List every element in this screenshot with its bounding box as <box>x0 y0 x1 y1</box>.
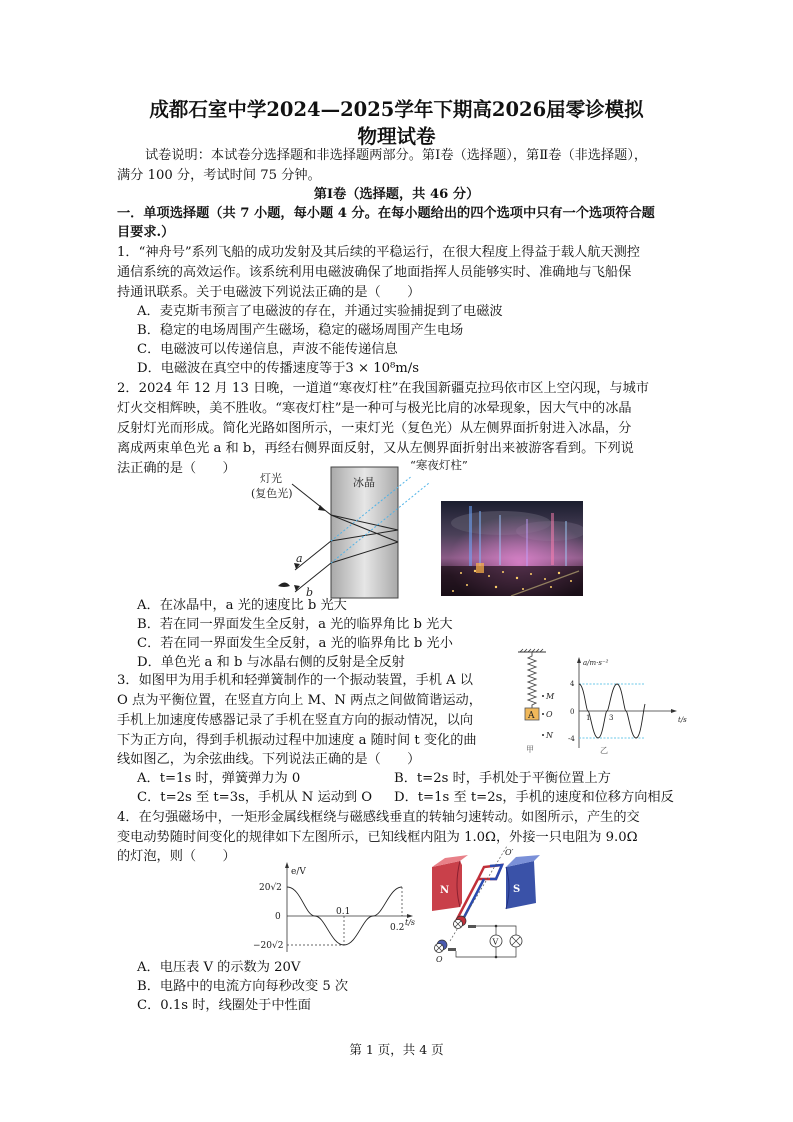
question-3-stem: 手机上加速度传感器记录了手机在竖直方向的振动情况，以向 <box>117 713 474 728</box>
emf-time-graph <box>245 860 420 955</box>
svg-text:t/s: t/s <box>678 716 687 724</box>
ice-crystal-light-path-diagram <box>240 455 440 600</box>
question-2-stem: 2．2024 年 12 月 13 日晚，一道道“寒夜灯柱”在我国新疆克拉玛依市区上空闪现，与城市 <box>117 381 649 396</box>
label-ice-crystal: 冰晶 <box>353 476 375 489</box>
question-3-stem: O 点为平衡位置，在竖直方向上 M、N 两点之间做简谐运动， <box>117 693 482 708</box>
svg-text:4: 4 <box>570 680 575 688</box>
svg-text:O: O <box>546 710 553 719</box>
label-light-composite: (复色光) <box>251 487 293 500</box>
svg-text:N: N <box>546 731 553 740</box>
question-1-option-b: B．稳定的电场周围产生磁场，稳定的磁场周围产生电场 <box>137 323 464 338</box>
svg-text:0: 0 <box>570 708 575 716</box>
svg-text:S: S <box>513 884 521 895</box>
question-1-stem: 1．“神舟号”系列飞船的成功发射及其后续的平稳运行，在很大程度上得益于载人航天测控 <box>117 245 640 260</box>
svg-text:-4: -4 <box>568 735 575 743</box>
question-3-stem: 下为正方向，得到手机振动过程中加速度 a 随时间 t 变化的曲 <box>117 733 477 748</box>
label-jia: 甲 <box>526 745 534 754</box>
svg-text:O: O <box>436 955 443 963</box>
question-4-stem: 4．在匀强磁场中，一矩形金属线框绕与磁感线垂直的转轴匀速转动。如图所示，产生的交 <box>117 810 640 825</box>
night-city-light-pillars-photo <box>441 501 583 596</box>
question-1-option-d: D．电磁波在真空中的传播速度等于3 × 10⁸m/s <box>137 361 419 376</box>
svg-text:0.2: 0.2 <box>390 923 405 933</box>
exam-subject: 物理试卷 <box>357 125 436 148</box>
question-4-stem: 的灯泡，则（ ） <box>117 849 236 864</box>
svg-text:0: 0 <box>275 912 281 922</box>
question-3-stem: 3．如图甲为用手机和轻弹簧制作的一个振动装置，手机 A 以 <box>117 673 473 688</box>
question-1-stem: 持通讯联系。关于电磁波下列说法正确的是（ ） <box>117 285 421 300</box>
question-1-stem: 通信系统的高效运作。该系统利用电磁波确保了地面指挥人员能够实时、准确地与飞船保 <box>117 265 632 280</box>
question-2-stem: 法正确的是（ ） <box>117 461 236 476</box>
question-3-option-a: A．t=1s 时，弹簧弹力为 0 <box>137 771 301 786</box>
question-1-option-c: C．电磁波可以传递信息，声波不能传递信息 <box>137 342 398 357</box>
svg-text:a/m·s⁻²: a/m·s⁻² <box>583 659 609 667</box>
svg-text:O′: O′ <box>505 848 514 857</box>
exam-title: 成都石室中学2024—2025学年下期高2026届零诊模拟 <box>149 98 644 121</box>
question-2-stem: 反射灯光而形成。简化光路如图所示，一束灯光（复色光）从左侧界面折射进入冰晶，分 <box>117 421 632 436</box>
question-2-option-c: C．若在同一界面发生全反射，a 光的临界角比 b 光小 <box>137 636 453 651</box>
question-2-option-b: B．若在同一界面发生全反射，a 光的临界角比 b 光大 <box>137 617 453 632</box>
question-3-option-d: D．t=1s 至 t=2s，手机的速度和位移方向相反 <box>394 790 674 805</box>
page-footer: 第 1 页，共 4 页 <box>349 1042 444 1057</box>
part-heading: 目要求.） <box>117 225 175 240</box>
question-4-option-a: A．电压表 V 的示数为 20V <box>137 960 301 975</box>
question-3-option-b: B．t=2s 时，手机处于平衡位置上方 <box>394 771 611 786</box>
voltmeter-label: V <box>492 937 499 947</box>
svg-text:20√2: 20√2 <box>259 883 282 893</box>
section-heading: 第Ⅰ卷（选择题，共 46 分） <box>313 187 480 202</box>
question-4-stem: 变电动势随时间变化的规律如下左图所示，已知线框内阻为 1.0Ω，外接一只电阻为 9.0Ω <box>117 830 638 845</box>
svg-text:t/s: t/s <box>405 918 416 927</box>
question-2-option-a: A．在冰晶中，a 光的速度比 b 光大 <box>137 598 347 613</box>
question-2-stem: 灯火交相辉映，美不胜收。“寒夜灯柱”是一种可与极光比肩的冰晕现象，因大气中的冰晶 <box>117 401 632 416</box>
label-light-pillar: “寒夜灯柱” <box>410 458 468 472</box>
svg-text:−20√2: −20√2 <box>253 941 284 951</box>
question-3-option-c: C．t=2s 至 t=3s，手机从 N 运动到 O <box>137 790 373 805</box>
spring-oscillator-and-acceleration-graph <box>512 648 707 758</box>
instructions-line: 满分 100 分，考试时间 75 分钟。 <box>117 168 321 183</box>
question-4-option-b: B．电路中的电流方向每秒改变 5 次 <box>137 979 349 994</box>
label-a: a <box>296 552 303 565</box>
question-1-option-a: A．麦克斯韦预言了电磁波的存在，并通过实验捕捉到了电磁波 <box>137 304 503 319</box>
question-2-option-d: D．单色光 a 和 b 与冰晶右侧的反射是全反射 <box>137 655 405 670</box>
svg-text:1: 1 <box>586 714 591 722</box>
svg-text:e/V: e/V <box>291 867 306 877</box>
svg-text:3: 3 <box>609 714 614 722</box>
part-heading: 一．单项选择题（共 7 小题，每小题 4 分。在每小题给出的四个选项中只有一个选项符合题 <box>117 206 655 221</box>
instructions-line: 试卷说明：本试卷分选择题和非选择题两部分。第Ⅰ卷（选择题），第Ⅱ卷（非选择题）， <box>145 148 648 163</box>
question-4-option-c: C．0.1s 时，线圈处于中性面 <box>137 998 311 1013</box>
label-phone-a: A <box>528 711 535 721</box>
svg-text:0.1: 0.1 <box>336 907 351 917</box>
label-yi: 乙 <box>600 746 608 755</box>
label-light: 灯光 <box>260 472 282 485</box>
svg-text:N: N <box>440 885 450 896</box>
label-b: b <box>306 586 314 599</box>
question-2-stem: 离成两束单色光 a 和 b，再经右侧界面反射，又从左侧界面折射出来被游客看到。下列说 <box>117 441 634 456</box>
ac-generator-diagram <box>420 845 545 963</box>
svg-text:M: M <box>546 692 555 701</box>
question-3-stem: 线如图乙，为余弦曲线。下列说法正确的是（ ） <box>117 752 421 767</box>
eye-icon <box>278 583 290 588</box>
